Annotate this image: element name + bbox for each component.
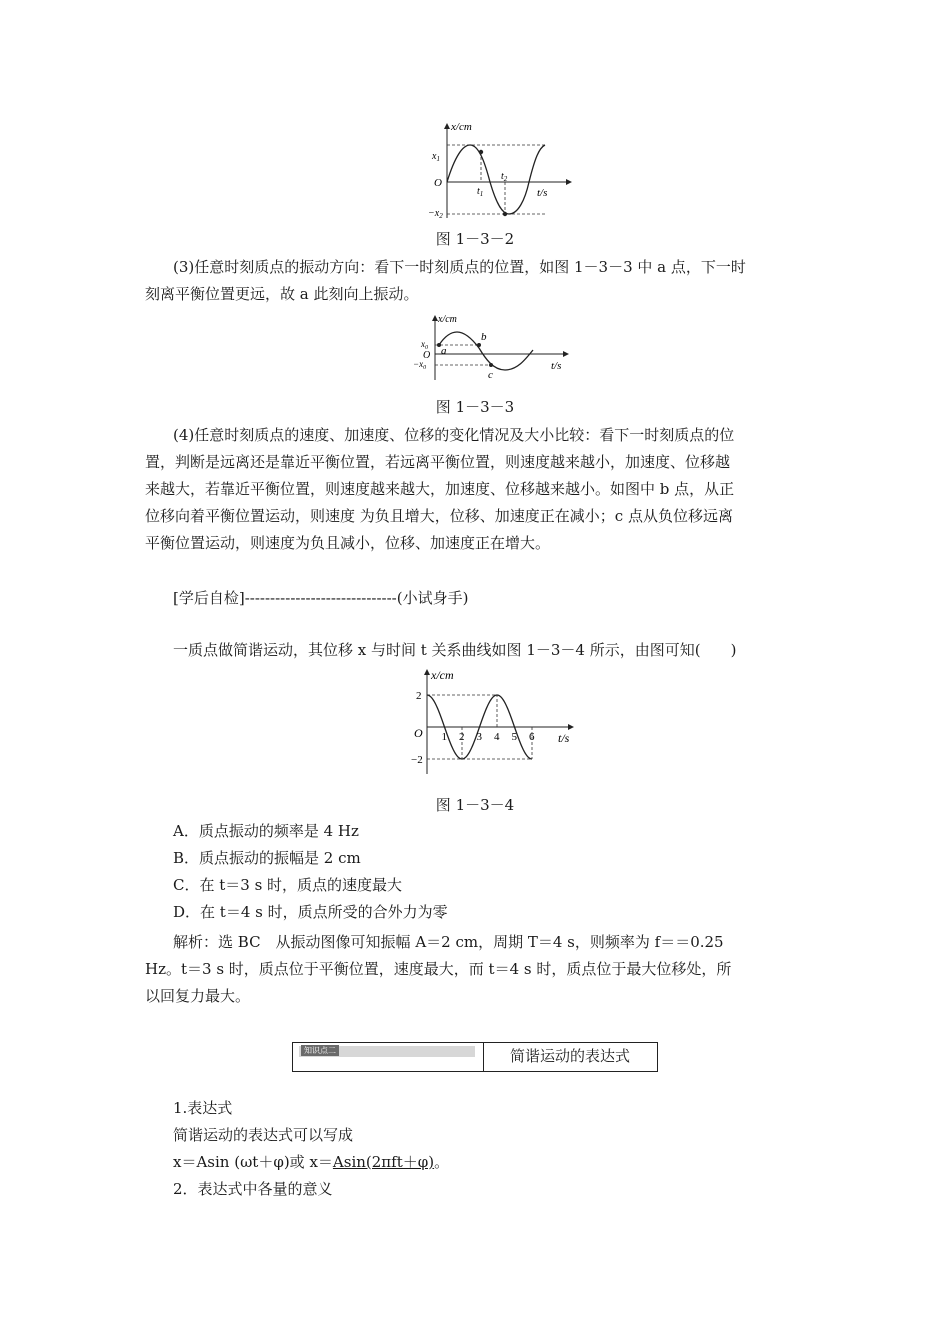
x1-label: x bbox=[432, 151, 437, 162]
option-a: A．质点振动的频率是 4 Hz bbox=[173, 822, 359, 840]
origin-label: O bbox=[423, 350, 431, 361]
figure-1-3-2 bbox=[415, 118, 575, 223]
t1-label: t bbox=[477, 186, 480, 197]
x0-sub: 0 bbox=[425, 345, 428, 351]
svg-text:−x2 bbox=[428, 208, 443, 220]
x0-label: x bbox=[421, 339, 425, 349]
origin-label: O bbox=[434, 177, 442, 189]
x2-sub: 2 bbox=[439, 212, 443, 220]
caption-1-3-3: 图 1－3－3 bbox=[435, 398, 515, 416]
t2-sub: 2 bbox=[503, 175, 508, 183]
svg-text:x1 bbox=[431, 151, 440, 163]
x-axis-label: t/s bbox=[551, 360, 562, 372]
section-line-1: 简谐运动的表达式可以写成 bbox=[173, 1126, 354, 1144]
formula-part-b: Asin(2πft＋φ) bbox=[332, 1153, 435, 1171]
x-tick-label-2: 2 bbox=[459, 731, 465, 743]
x-tick-label-1: 1 bbox=[441, 731, 447, 743]
para3-line1: (3)任意时刻质点的振动方向：看下一时刻质点的位置，如图 1－3－3 中 a 点，下一时 bbox=[173, 258, 746, 276]
sine-curve bbox=[447, 145, 548, 214]
para4-line1: (4)任意时刻质点的速度、加速度、位移的变化情况及大小比较：看下一时刻质点的位 bbox=[173, 426, 735, 444]
x-axis-label: t/s bbox=[537, 187, 548, 199]
section-heading-1: 1.表达式 bbox=[173, 1099, 233, 1117]
x-tick-label-4: 4 bbox=[494, 731, 500, 743]
t1-sub: 1 bbox=[479, 190, 484, 198]
point-c bbox=[489, 363, 493, 367]
formula-part-a: x＝Asin (ωt＋φ)或 x＝ bbox=[173, 1153, 333, 1171]
knowledge-point-title: 简谐运动的表达式 bbox=[509, 1047, 630, 1065]
t2-label: t bbox=[501, 171, 504, 182]
option-b: B．质点振动的振幅是 2 cm bbox=[173, 849, 361, 867]
x1-sub: 1 bbox=[436, 155, 440, 163]
option-c: C．在 t＝3 s 时，质点的速度最大 bbox=[173, 876, 403, 894]
knowledge-point-box bbox=[292, 1042, 658, 1072]
para4-line5: 平衡位置运动，则速度为负且减小，位移、加速度正在增大。 bbox=[145, 534, 551, 552]
knowledge-point-tag: 知识点二 bbox=[301, 1045, 339, 1056]
x-tick-label-3: 3 bbox=[476, 731, 482, 743]
figure-1-3-4 bbox=[395, 666, 585, 778]
x-axis-label: t/s bbox=[558, 731, 570, 745]
point-b bbox=[477, 343, 481, 347]
point-t2 bbox=[503, 212, 507, 216]
caption-1-3-2: 图 1－3－2 bbox=[435, 230, 515, 248]
x-tick-label-5: 5 bbox=[511, 731, 517, 743]
section-heading-2: 2．表达式中各量的意义 bbox=[173, 1180, 333, 1198]
y-axis-label: x/cm bbox=[438, 314, 457, 325]
para4-line2: 置，判断是远离还是靠近平衡位置，若远离平衡位置，则速度越来越小，加速度、位移越 bbox=[145, 453, 731, 471]
svg-text:t1 bbox=[477, 186, 483, 198]
knowledge-point-tag-bar bbox=[299, 1046, 475, 1057]
x2-label: −x bbox=[428, 208, 440, 219]
para3-line2: 刻离平衡位置更远，故 a 此刻向上振动。 bbox=[145, 285, 419, 303]
point-t1 bbox=[479, 150, 483, 154]
question-stem: 一质点做简谐运动，其位移 x 与时间 t 关系曲线如图 1－3－4 所示，由图可知( ) bbox=[173, 641, 737, 659]
neg-x0-label: −x bbox=[413, 359, 424, 369]
svg-text:t2 bbox=[501, 171, 508, 183]
origin-label: O bbox=[414, 726, 423, 740]
caption-1-3-4: 图 1－3－4 bbox=[435, 796, 515, 814]
neg-x0-sub: 0 bbox=[423, 365, 427, 371]
analysis-line1: 解析：选 BC 从振动图像可知振幅 A＝2 cm，周期 T＝4 s，则频率为 f＝＝0.25 bbox=[173, 933, 724, 951]
point-b-label: b bbox=[481, 331, 487, 343]
y-axis-label: x/cm bbox=[431, 668, 454, 682]
point-a-label: a bbox=[441, 345, 447, 357]
figure-1-3-3 bbox=[413, 312, 583, 384]
point-c-label: c bbox=[488, 369, 493, 381]
formula-part-c: 。 bbox=[434, 1153, 450, 1171]
y-axis-label: x/cm bbox=[451, 121, 472, 133]
y-tick-label-1: −2 bbox=[411, 754, 423, 766]
self-check-heading: [学后自检]------------------------------(小试身手) bbox=[173, 589, 469, 607]
y-tick-label-0: 2 bbox=[416, 690, 422, 702]
analysis-line3: 以回复力最大。 bbox=[145, 987, 251, 1005]
option-d: D．在 t＝4 s 时，质点所受的合外力为零 bbox=[173, 903, 448, 921]
para4-line3: 来越大，若靠近平衡位置，则速度越来越大，加速度、位移越来越小。如图中 b 点，从正 bbox=[145, 480, 735, 498]
analysis-line2: Hz。t＝3 s 时，质点位于平衡位置，速度最大，而 t＝4 s 时，质点位于最大位移处，所 bbox=[145, 960, 732, 978]
x-tick-label-6: 6 bbox=[529, 731, 535, 743]
formula-line bbox=[173, 1149, 449, 1175]
para4-line4: 位移向着平衡位置运动，则速度 为负且增大，位移、加速度正在减小；c 点从负位移远离 bbox=[145, 507, 733, 525]
